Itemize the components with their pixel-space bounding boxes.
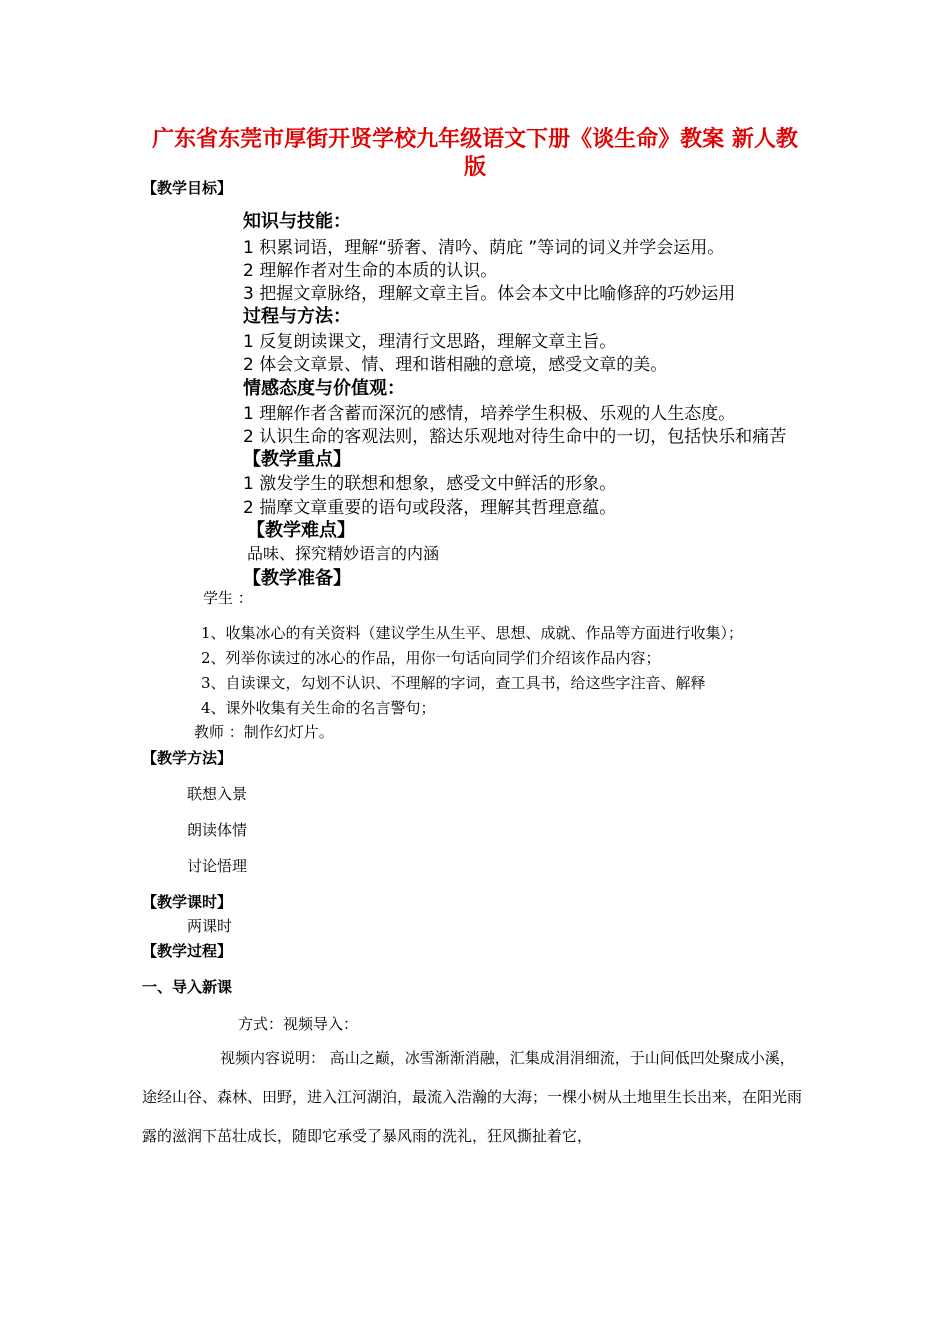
knowledge-title: 知识与技能： (243, 211, 351, 232)
prep-student-label: 学生 ： (203, 589, 253, 607)
doc-title-line1: 广东省东莞市厚街开贤学校九年级语文下册《谈生命》教案 新人教 (152, 127, 798, 152)
method-item-1: 联想入景 (187, 785, 248, 803)
section-1-title: 一、导入新课 (142, 978, 233, 996)
prep-student-item-2: 2、列举你读过的冰心的作品，用你一句话向同学们介绍该作品内容； (201, 649, 661, 667)
difficulty-heading: 【教学难点】 (247, 520, 355, 541)
keypoint-item-2: 2 揣摩文章重要的语句或段落，理解其哲理意蕴。 (243, 498, 617, 518)
prep-student-item-4: 4、课外收集有关生命的名言警句； (201, 699, 436, 717)
hours-text: 两课时 (187, 917, 233, 935)
emotion-title: 情感态度与价值观： (243, 378, 405, 399)
hours-heading: 【教学课时】 (142, 893, 233, 911)
prep-student-item-1: 1、收集冰心的有关资料（建议学生从生平、思想、成就、作品等方面进行收集）； (201, 624, 744, 642)
prep-heading: 【教学准备】 (243, 568, 351, 589)
method-item-2: 朗读体情 (187, 821, 248, 839)
prep-student-item-3: 3、自读课文，勾划不认识、不理解的字词，查工具书，给这些字注音、解释 (201, 674, 706, 692)
prep-teacher: 教师 ：制作幻灯片。 (194, 723, 334, 741)
intro-mode: 方式：视频导入： (238, 1015, 359, 1033)
process-item-2: 2 体会文章景、情、理和谐相融的意境，感受文章的美。 (243, 355, 668, 375)
goals-heading: 【教学目标】 (142, 179, 233, 197)
method-item-3: 讨论悟理 (187, 857, 248, 875)
knowledge-item-1: 1 积累词语，理解“骄奢、清吟、荫庇 ”等词的词义并学会运用。 (243, 238, 725, 258)
process-heading: 【教学过程】 (142, 942, 233, 960)
keypoints-heading: 【教学重点】 (243, 449, 351, 470)
knowledge-item-2: 2 理解作者对生命的本质的认识。 (243, 261, 498, 281)
knowledge-item-3: 3 把握文章脉络，理解文章主旨。体会本文中比喻修辞的巧妙运用 (243, 284, 736, 304)
emotion-item-2: 2 认识生命的客观法则，豁达乐观地对待生命中的一切，包括快乐和痛苦 (243, 427, 787, 447)
emotion-item-1: 1 理解作者含蓄而深沉的感情，培养学生积极、乐观的人生态度。 (243, 404, 736, 424)
method-heading: 【教学方法】 (142, 749, 233, 767)
process-item-1: 1 反复朗读课文，理清行文思路，理解文章主旨。 (243, 332, 617, 352)
video-description-paragraph: 视频内容说明： 高山之巅，冰雪渐渐消融，汇集成涓涓细流，于山间低凹处聚成小溪，途经山谷、森林、田野，进入江河湖泊，最流入浩瀚的大海；一棵小树从土地里生长出来，在阳光雨露的滋润下茁壮成长，随即它承受了暴风雨的洗礼，狂风撕扯着它， (142, 1049, 803, 1145)
difficulty-text: 品味、探究精妙语言的内涵 (247, 544, 440, 563)
process-title: 过程与方法： (243, 306, 351, 327)
keypoint-item-1: 1 激发学生的联想和想象，感受文中鲜活的形象。 (243, 474, 617, 494)
doc-title-line2: 版 (463, 155, 486, 180)
